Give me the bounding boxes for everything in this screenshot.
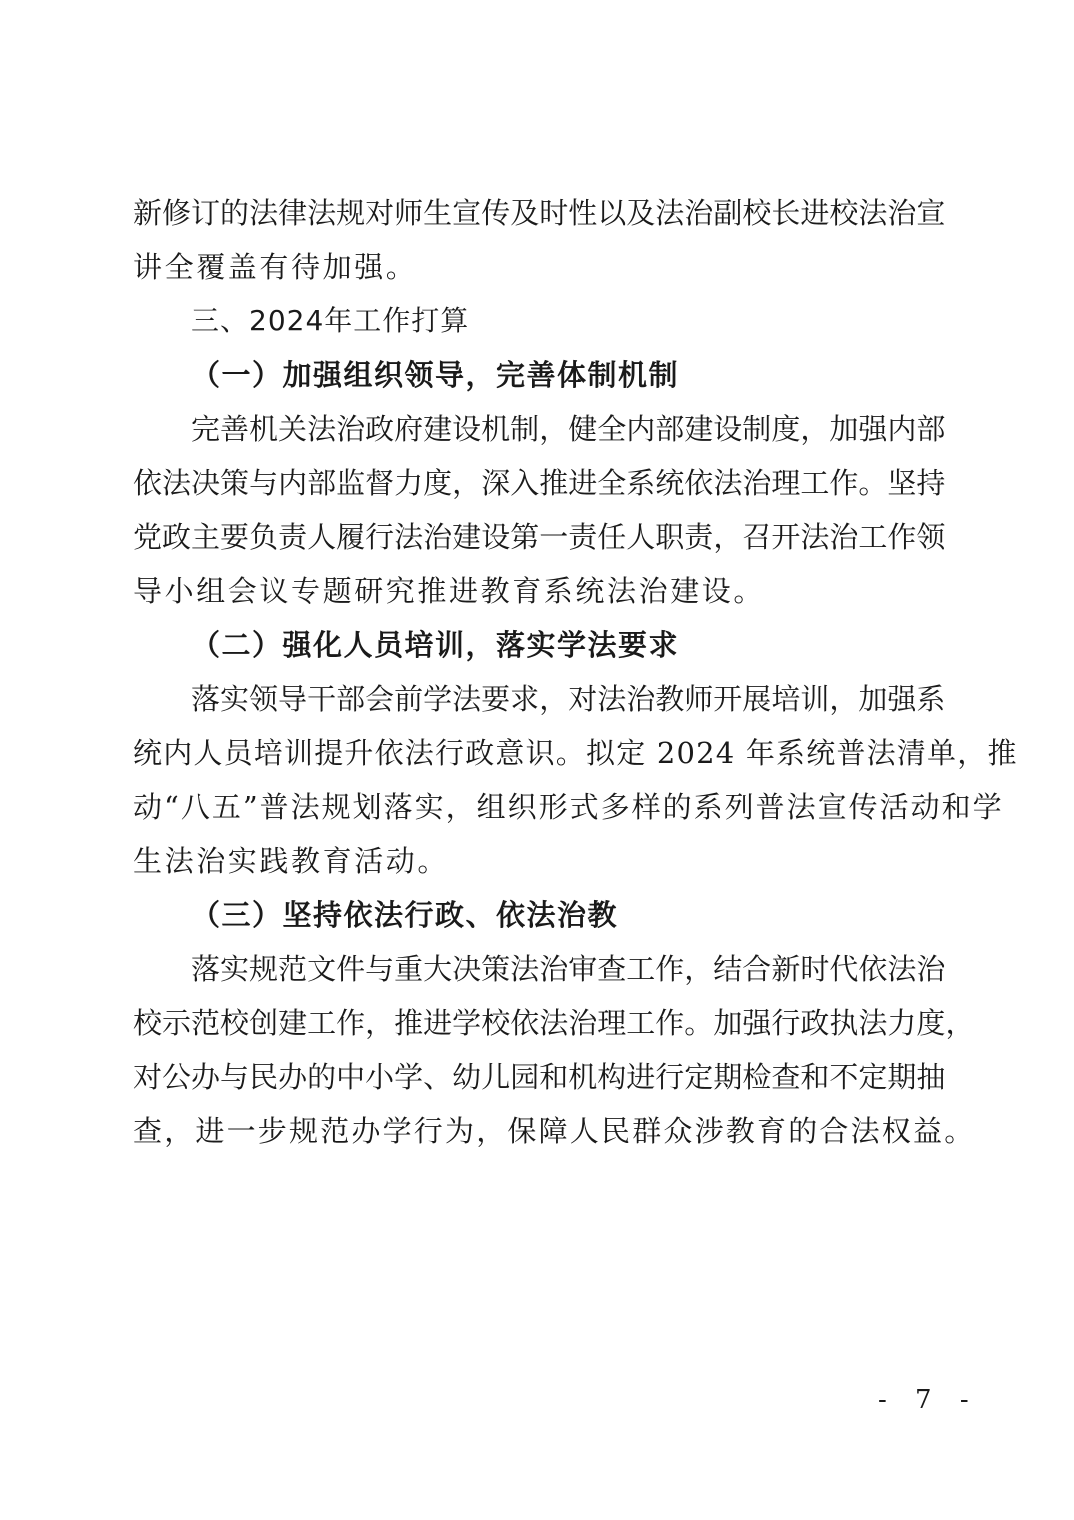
text-char: 范 — [278, 952, 308, 986]
text-char: 设 — [481, 520, 511, 554]
text-char: 工 — [626, 952, 656, 986]
text-char: 内 — [626, 412, 656, 446]
text-char: 人 — [626, 520, 656, 554]
text-char: 校 — [220, 1006, 250, 1040]
text-char: 治 — [626, 682, 656, 716]
paragraph-line — [133, 1050, 946, 1104]
text-char: 。 — [858, 466, 888, 500]
text-char: 办 — [278, 1060, 308, 1094]
text-char: 府 — [394, 412, 424, 446]
text-char: 部 — [916, 412, 946, 446]
text-char: 理 — [597, 1006, 627, 1040]
text-char: 统 — [655, 466, 685, 500]
text-char: 政 — [800, 1006, 830, 1040]
text-char: 园 — [510, 1060, 540, 1094]
text-char: 公 — [162, 1060, 192, 1094]
text-char: 求 — [510, 682, 540, 716]
text-char: 生 — [423, 196, 453, 230]
text-char: 对 — [133, 1060, 163, 1094]
text-char: 时 — [800, 952, 830, 986]
text-char: 工 — [858, 520, 888, 554]
text-char: 幼 — [452, 1060, 482, 1094]
text-char: 新 — [133, 196, 163, 230]
text-char: 副 — [713, 196, 743, 230]
text-char: 法 — [800, 520, 830, 554]
text-char: 坚 — [887, 466, 917, 500]
text-char: 作 — [336, 1006, 366, 1040]
text-char: 进 — [626, 1060, 656, 1094]
text-char: 善 — [220, 412, 250, 446]
text-char: 不 — [829, 1060, 859, 1094]
text-char: 内 — [278, 466, 308, 500]
text-char: 、 — [423, 1060, 453, 1094]
text-char: 查 — [597, 952, 627, 986]
text-char: 策 — [481, 952, 511, 986]
page-number: - 7 - — [878, 1385, 979, 1415]
text-char: 范 — [191, 1006, 221, 1040]
text-char: 开 — [771, 520, 801, 554]
text-char: 规 — [249, 952, 279, 986]
text-char: 代 — [829, 952, 859, 986]
text-char: 领 — [249, 682, 279, 716]
text-char: 法 — [452, 682, 482, 716]
text-char: 及 — [510, 196, 540, 230]
text-char: 治 — [423, 520, 453, 554]
text-char: 校 — [829, 196, 859, 230]
text-char: 全 — [597, 412, 627, 446]
text-char: 责 — [278, 520, 308, 554]
text-char: 要 — [220, 520, 250, 554]
text-char: 加 — [829, 412, 859, 446]
text-char: 时 — [539, 196, 569, 230]
text-char: ， — [539, 682, 569, 716]
text-char: ， — [452, 466, 482, 500]
text-char: 强 — [742, 1006, 772, 1040]
subsection-heading: （三）坚持依法行政、依法治教 — [191, 898, 619, 932]
text-char: 负 — [249, 520, 279, 554]
paragraph-line — [133, 996, 975, 1050]
text-char: 部 — [336, 682, 366, 716]
text-char: 法 — [510, 952, 540, 986]
text-char: 系 — [626, 466, 656, 500]
text-char: 任 — [597, 520, 627, 554]
section-heading: 三、2024年工作打算 — [191, 304, 470, 337]
text-char: 政 — [162, 520, 192, 554]
text-char: 系 — [916, 682, 946, 716]
text-char: 查 — [771, 1060, 801, 1094]
text-char: 执 — [829, 1006, 859, 1040]
text-char: 法 — [713, 466, 743, 500]
text-char: 传 — [481, 196, 511, 230]
document-body — [133, 186, 1018, 1158]
text-char: 督 — [365, 466, 395, 500]
paragraph-line: 讲全覆盖有待加强。 — [133, 250, 418, 284]
text-char: 推 — [394, 1006, 424, 1040]
text-char: 治 — [887, 196, 917, 230]
text-char: 与 — [365, 952, 395, 986]
text-char: 审 — [568, 952, 598, 986]
text-char: 培 — [771, 682, 801, 716]
text-char: 法 — [394, 520, 424, 554]
text-char: 治 — [684, 196, 714, 230]
text-char: 第 — [510, 520, 540, 554]
paragraph-line — [133, 456, 946, 510]
text-char: 对 — [365, 196, 395, 230]
text-char: 作 — [655, 952, 685, 986]
text-char: 入 — [510, 466, 540, 500]
text-char: 作 — [829, 466, 859, 500]
text-char: 教 — [655, 682, 685, 716]
text-char: ， — [365, 1006, 395, 1040]
text-char: 前 — [394, 682, 424, 716]
text-char: 完 — [191, 412, 221, 446]
text-char: 深 — [481, 466, 511, 500]
text-char: 期 — [713, 1060, 743, 1094]
text-char: 会 — [365, 682, 395, 716]
text-char: 作 — [655, 1006, 685, 1040]
text-char: 治 — [742, 466, 772, 500]
paragraph-line: 生法治实践教育活动。 — [133, 844, 450, 878]
text-char: 治 — [336, 412, 366, 446]
text-char: 进 — [800, 196, 830, 230]
text-char: 机 — [481, 412, 511, 446]
text-char: 进 — [568, 466, 598, 500]
text-char: 职 — [655, 520, 685, 554]
paragraph-line — [133, 510, 946, 564]
text-char: 法 — [307, 412, 337, 446]
text-char: 主 — [191, 520, 221, 554]
text-char: 建 — [423, 412, 453, 446]
paragraph-line: 动“八五”普法规划落实，组织形式多样的系列普法宣传活动和学 — [133, 790, 1004, 824]
text-char: 建 — [452, 520, 482, 554]
text-char: 实 — [220, 952, 250, 986]
text-char: 定 — [684, 1060, 714, 1094]
text-char: 修 — [162, 196, 192, 230]
text-char: 度 — [916, 1006, 946, 1040]
text-char: 以 — [597, 196, 627, 230]
text-char: 监 — [336, 466, 366, 500]
text-char: 示 — [162, 1006, 192, 1040]
text-char: 行 — [365, 520, 395, 554]
text-char: 持 — [916, 466, 946, 500]
text-char: 度 — [423, 466, 453, 500]
text-char: 内 — [887, 412, 917, 446]
text-char: 宣 — [452, 196, 482, 230]
text-char: 和 — [539, 1060, 569, 1094]
text-char: 力 — [394, 466, 424, 500]
text-char: 法 — [539, 1006, 569, 1040]
text-char: 件 — [336, 952, 366, 986]
text-char: 召 — [742, 520, 772, 554]
text-char: 依 — [510, 1006, 540, 1040]
text-char: 党 — [133, 520, 163, 554]
text-char: 设 — [452, 412, 482, 446]
paragraph-line: 统内人员培训提升依法行政意识。拟定 2024 年系统普法清单，推 — [133, 736, 1018, 770]
text-char: 行 — [655, 1060, 685, 1094]
text-char: 校 — [742, 196, 772, 230]
text-char: 制 — [510, 412, 540, 446]
text-char: 要 — [481, 682, 511, 716]
text-char: 长 — [771, 196, 801, 230]
text-char: 学 — [452, 1006, 482, 1040]
subsection-heading: （二）强化人员培训，落实学法要求 — [191, 628, 680, 662]
text-char: 重 — [394, 952, 424, 986]
text-char: 师 — [684, 682, 714, 716]
text-char: 文 — [307, 952, 337, 986]
text-char: 法 — [162, 466, 192, 500]
text-char: 加 — [713, 1006, 743, 1040]
text-char: 定 — [858, 1060, 888, 1094]
text-char: 理 — [771, 466, 801, 500]
text-char: ， — [829, 682, 859, 716]
text-char: 建 — [278, 1006, 308, 1040]
text-char: 治 — [916, 952, 946, 986]
text-char: 法 — [655, 196, 685, 230]
text-char: 人 — [307, 520, 337, 554]
text-char: 学 — [423, 682, 453, 716]
text-char: 抽 — [916, 1060, 946, 1094]
text-char: 健 — [568, 412, 598, 446]
text-char: 法 — [597, 682, 627, 716]
text-char: 强 — [887, 682, 917, 716]
text-char: 的 — [307, 1060, 337, 1094]
text-char: 责 — [684, 520, 714, 554]
text-char: 导 — [278, 682, 308, 716]
text-char: 关 — [278, 412, 308, 446]
text-char: 结 — [713, 952, 743, 986]
text-char: 干 — [307, 682, 337, 716]
text-char: 规 — [336, 196, 366, 230]
subsection-heading: （一）加强组织领导，完善体制机制 — [191, 358, 680, 392]
text-char: 履 — [336, 520, 366, 554]
paragraph-line — [133, 672, 946, 726]
text-char: 依 — [133, 466, 163, 500]
text-char: 政 — [365, 412, 395, 446]
text-char: 行 — [771, 1006, 801, 1040]
text-char: 进 — [423, 1006, 453, 1040]
text-char: 工 — [800, 466, 830, 500]
text-char: 构 — [597, 1060, 627, 1094]
text-char: 策 — [220, 466, 250, 500]
text-char: 作 — [887, 520, 917, 554]
text-char: 儿 — [481, 1060, 511, 1094]
text-char: 法 — [858, 1006, 888, 1040]
text-char: 决 — [452, 952, 482, 986]
text-char: 对 — [568, 682, 598, 716]
paragraph-line: 查，进一步规范办学行为，保障人民群众涉教育的合法权益。 — [133, 1114, 976, 1148]
text-char: 合 — [742, 952, 772, 986]
text-char: 建 — [684, 412, 714, 446]
text-char: ， — [800, 412, 830, 446]
paragraph-line — [133, 942, 946, 996]
text-char: 依 — [684, 466, 714, 500]
text-char: 加 — [858, 682, 888, 716]
text-char: 工 — [626, 1006, 656, 1040]
text-char: 法 — [858, 196, 888, 230]
text-char: 展 — [742, 682, 772, 716]
text-char: 机 — [249, 412, 279, 446]
text-char: 宣 — [916, 196, 946, 230]
text-char: 推 — [539, 466, 569, 500]
text-char: ， — [539, 412, 569, 446]
text-char: 一 — [539, 520, 569, 554]
text-char: 法 — [249, 196, 279, 230]
text-char: 部 — [655, 412, 685, 446]
text-char: 部 — [307, 466, 337, 500]
text-char: 校 — [133, 1006, 163, 1040]
text-char: 中 — [336, 1060, 366, 1094]
text-char: 制 — [742, 412, 772, 446]
text-char: 律 — [278, 196, 308, 230]
text-char: 决 — [191, 466, 221, 500]
text-char: ， — [684, 952, 714, 986]
text-char: 与 — [249, 466, 279, 500]
text-char: 度 — [771, 412, 801, 446]
text-char: 工 — [307, 1006, 337, 1040]
text-char: 性 — [568, 196, 598, 230]
text-char: 新 — [771, 952, 801, 986]
text-char: 民 — [249, 1060, 279, 1094]
text-char: 及 — [626, 196, 656, 230]
text-char: 与 — [220, 1060, 250, 1094]
text-char: 落 — [191, 952, 221, 986]
text-char: 大 — [423, 952, 453, 986]
text-char: 办 — [191, 1060, 221, 1094]
text-char: ， — [945, 1006, 975, 1040]
text-char: 责 — [568, 520, 598, 554]
text-char: 。 — [684, 1006, 714, 1040]
text-char: 师 — [394, 196, 424, 230]
text-char: 的 — [220, 196, 250, 230]
text-char: 期 — [887, 1060, 917, 1094]
paragraph-line — [133, 402, 946, 456]
text-char: 创 — [249, 1006, 279, 1040]
text-char: 治 — [829, 520, 859, 554]
text-char: 强 — [858, 412, 888, 446]
text-char: 订 — [191, 196, 221, 230]
text-char: 开 — [713, 682, 743, 716]
text-char: 和 — [800, 1060, 830, 1094]
text-char: 依 — [858, 952, 888, 986]
text-char: 小 — [365, 1060, 395, 1094]
text-char: 训 — [800, 682, 830, 716]
text-char: 治 — [568, 1006, 598, 1040]
text-char: 实 — [220, 682, 250, 716]
text-char: 治 — [539, 952, 569, 986]
text-char: 学 — [394, 1060, 424, 1094]
text-char: 机 — [568, 1060, 598, 1094]
text-char: ， — [713, 520, 743, 554]
text-char: 力 — [887, 1006, 917, 1040]
paragraph-line — [133, 186, 946, 240]
text-char: 全 — [597, 466, 627, 500]
text-char: 检 — [742, 1060, 772, 1094]
text-char: 设 — [713, 412, 743, 446]
text-char: 法 — [887, 952, 917, 986]
text-char: 落 — [191, 682, 221, 716]
text-char: 校 — [481, 1006, 511, 1040]
paragraph-line: 导小组会议专题研究推进教育系统法治建设。 — [133, 574, 766, 608]
text-char: 法 — [307, 196, 337, 230]
text-char: 领 — [916, 520, 946, 554]
